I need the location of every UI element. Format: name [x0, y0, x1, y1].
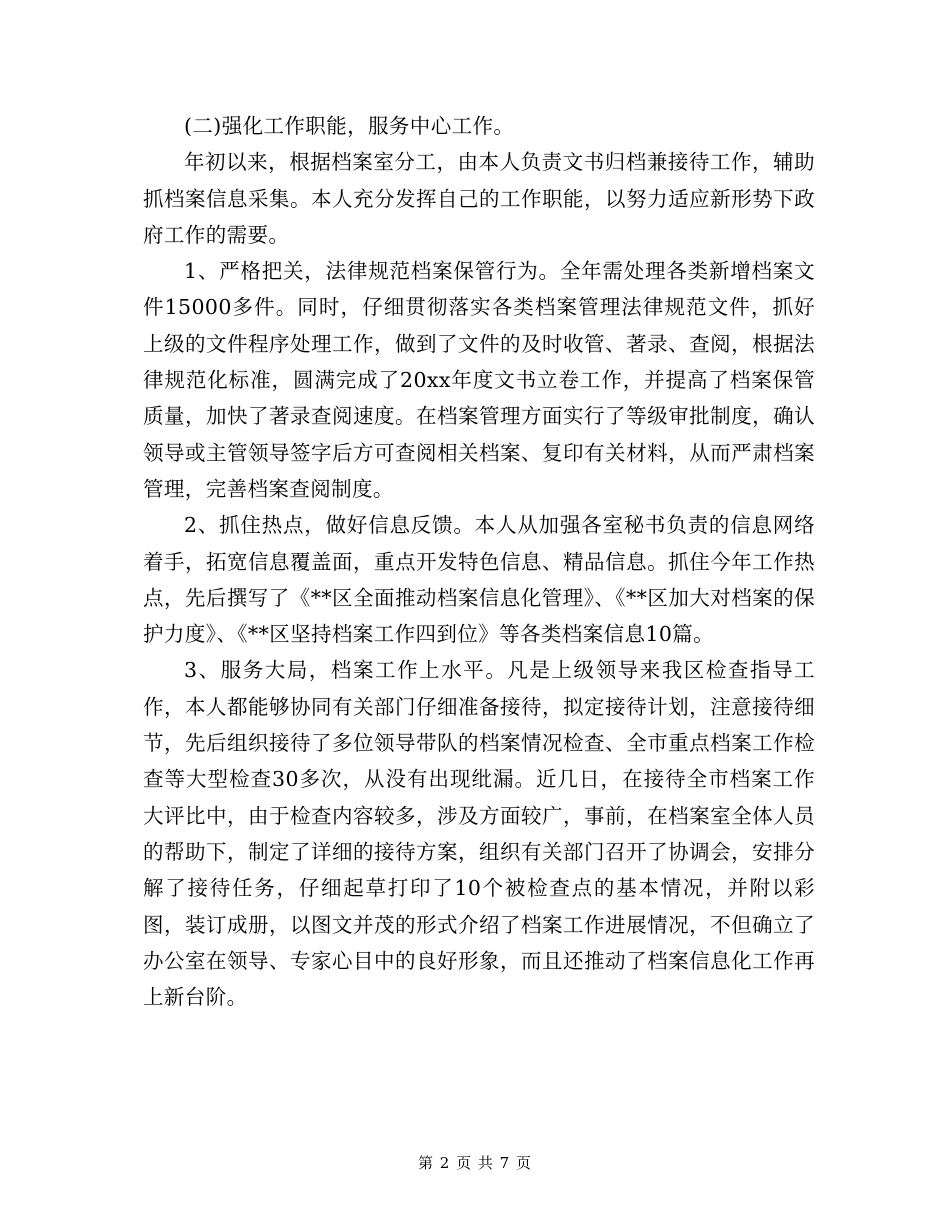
paragraph-item-2: 2、抓住热点，做好信息反馈。本人从加强各室秘书负责的信息网络着手，拓宽信息覆盖面，重点开发特色信息、精品信息。抓住今年工作热点，先后撰写了《**区全面推动档案信息化管理》、《**区加大对档案的保护力度》、《**区坚持档案工作四到位》等各类档案信息10篇。: [143, 513, 815, 647]
page-footer: [0, 1152, 950, 1173]
section-heading: (二)强化工作职能，服务中心工作。: [184, 114, 515, 138]
paragraph-item-1: 1、严格把关，法律规范档案保管行为。全年需处理各类新增档案文件15000多件。同时，仔细贯彻落实各类档案管理法律规范文件，抓好上级的文件程序处理工作，做到了文件的及时收管、著录、查阅，根据法律规范化标准，圆满完成了20xx年度文书立卷工作，并提高了档案保管质量，加快了著录查阅速度。在档案管理方面实行了等级审批制度，确认领导或主管领导签字后方可查阅相关档案、复印有关材料，从而严肃档案管理，完善档案查阅制度。: [143, 259, 815, 501]
paragraph-intro: 年初以来，根据档案室分工，由本人负责文书归档兼接待工作，辅助抓档案信息采集。本人充分发挥自己的工作职能，以努力适应新形势下政府工作的需要。: [143, 150, 815, 247]
document-body: [143, 108, 815, 1015]
page-number: 第 2 页 共 7 页: [418, 1154, 532, 1172]
paragraph-item-3: 3、服务大局，档案工作上水平。凡是上级领导来我区检查指导工作，本人都能够协同有关部门仔细准备接待，拟定接待计划，注意接待细节，先后组织接待了多位领导带队的档案情况检查、全市重点档案工作检查等大型检查30多次，从没有出现纰漏。近几日，在接待全市档案工作大评比中，由于检查内容较多，涉及方面较广，事前，在档案室全体人员的帮助下，制定了详细的接待方案，组织有关部门召开了协调会，安排分解了接待任务，仔细起草打印了10个被检查点的基本情况，并附以彩图，装订成册，以图文并茂的形式介绍了档案工作进展情况，不但确立了办公室在领导、专家心目中的良好形象，而且还推动了档案信息化工作再上新台阶。: [143, 658, 815, 1010]
